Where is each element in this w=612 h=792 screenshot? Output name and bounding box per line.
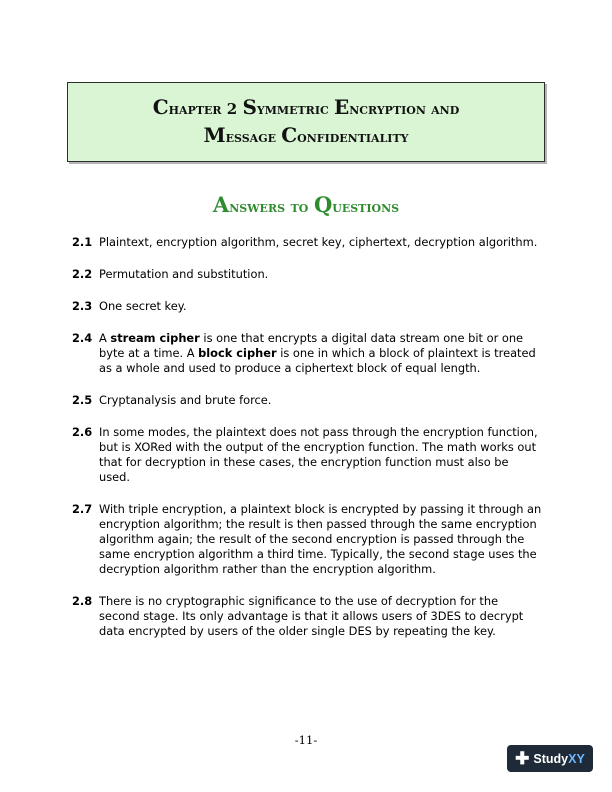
- title-capital: S: [242, 95, 257, 119]
- watermark-text: Study: [533, 751, 569, 766]
- answer-number: 2.1: [72, 235, 93, 249]
- answer-item-2-4: [72, 331, 542, 376]
- title-text: essage: [225, 128, 282, 146]
- answer-text: There is no cryptographic significance to the use of decryption for the second stage. Its only advantage is that it allows users of 3DES to decrypt data encrypted by users of the older single DES by repeating the key.: [99, 594, 524, 638]
- answer-number: 2.4: [72, 331, 93, 345]
- answer-number: 2.2: [72, 267, 93, 281]
- title-capital: E: [333, 95, 350, 119]
- answer-text: Cryptanalysis and brute force.: [99, 393, 272, 407]
- term-stream-cipher: stream cipher: [110, 331, 200, 345]
- answer-text-part: is one in which a block of plaintext is treated as a whole and used to produce a ciphertext block of equal length.: [99, 346, 536, 375]
- answer-number: 2.5: [72, 393, 93, 407]
- answer-item-2-3: [72, 299, 542, 314]
- answer-item-2-6: [72, 425, 542, 485]
- answer-item-2-8: [72, 594, 542, 639]
- heading-text: nswers to: [229, 197, 314, 216]
- answer-text: Permutation and substitution.: [99, 267, 269, 281]
- title-text: ymmetric: [256, 100, 334, 118]
- heading-text: uestions: [332, 197, 400, 216]
- watermark-accent-text: XY: [568, 751, 585, 766]
- answer-item-2-5: [72, 393, 542, 408]
- chapter-title-line-1: [153, 94, 460, 122]
- title-capital: M: [203, 123, 226, 147]
- answer-text: In some modes, the plaintext does not pass through the encryption function, but is XORed with the output of the encryption function. The math works out that for decryption in these cases, the encryption function must also be used.: [99, 425, 538, 484]
- term-block-cipher: block cipher: [198, 346, 277, 360]
- answers-heading: [0, 192, 612, 217]
- answer-text-part: A: [99, 331, 111, 345]
- title-capital: C: [281, 123, 298, 147]
- chapter-title-box: [67, 82, 545, 162]
- answer-item-2-2: [72, 267, 542, 282]
- page-number: -11-: [294, 733, 318, 747]
- answer-text: Plaintext, encryption algorithm, secret key, ciphertext, decryption algorithm.: [99, 235, 538, 249]
- title-text: ncryption and: [349, 100, 460, 118]
- heading-capital: Q: [313, 192, 333, 217]
- answer-text: [99, 331, 542, 376]
- chapter-title-line-2: [204, 122, 409, 150]
- answer-item-2-1: [72, 235, 542, 250]
- title-text: hapter 2: [168, 100, 243, 118]
- answer-item-2-7: [72, 502, 542, 577]
- answer-text: With triple encryption, a plaintext block is encrypted by passing it through an encryption algorithm; the result is then passed through the same encryption algorithm again; the result of the second encryption is passed through the same encryption algorithm a third time. Typically, the second stage uses the decryption algorithm rather than the encryption algorithm.: [99, 502, 542, 576]
- heading-capital: A: [212, 192, 230, 217]
- answer-number: 2.6: [72, 425, 93, 439]
- title-text: onfidentiality: [297, 128, 409, 146]
- studyxy-watermark: [507, 745, 593, 772]
- plus-icon: ✚: [515, 749, 530, 768]
- answer-number: 2.8: [72, 594, 93, 608]
- answer-text-part: is one that encrypts a digital data stream one bit or one byte at a time. A: [99, 331, 524, 360]
- answer-text: One secret key.: [99, 299, 187, 313]
- answer-number: 2.7: [72, 502, 93, 516]
- title-capital: C: [152, 95, 169, 119]
- answer-number: 2.3: [72, 299, 93, 313]
- answers-list: [72, 235, 542, 639]
